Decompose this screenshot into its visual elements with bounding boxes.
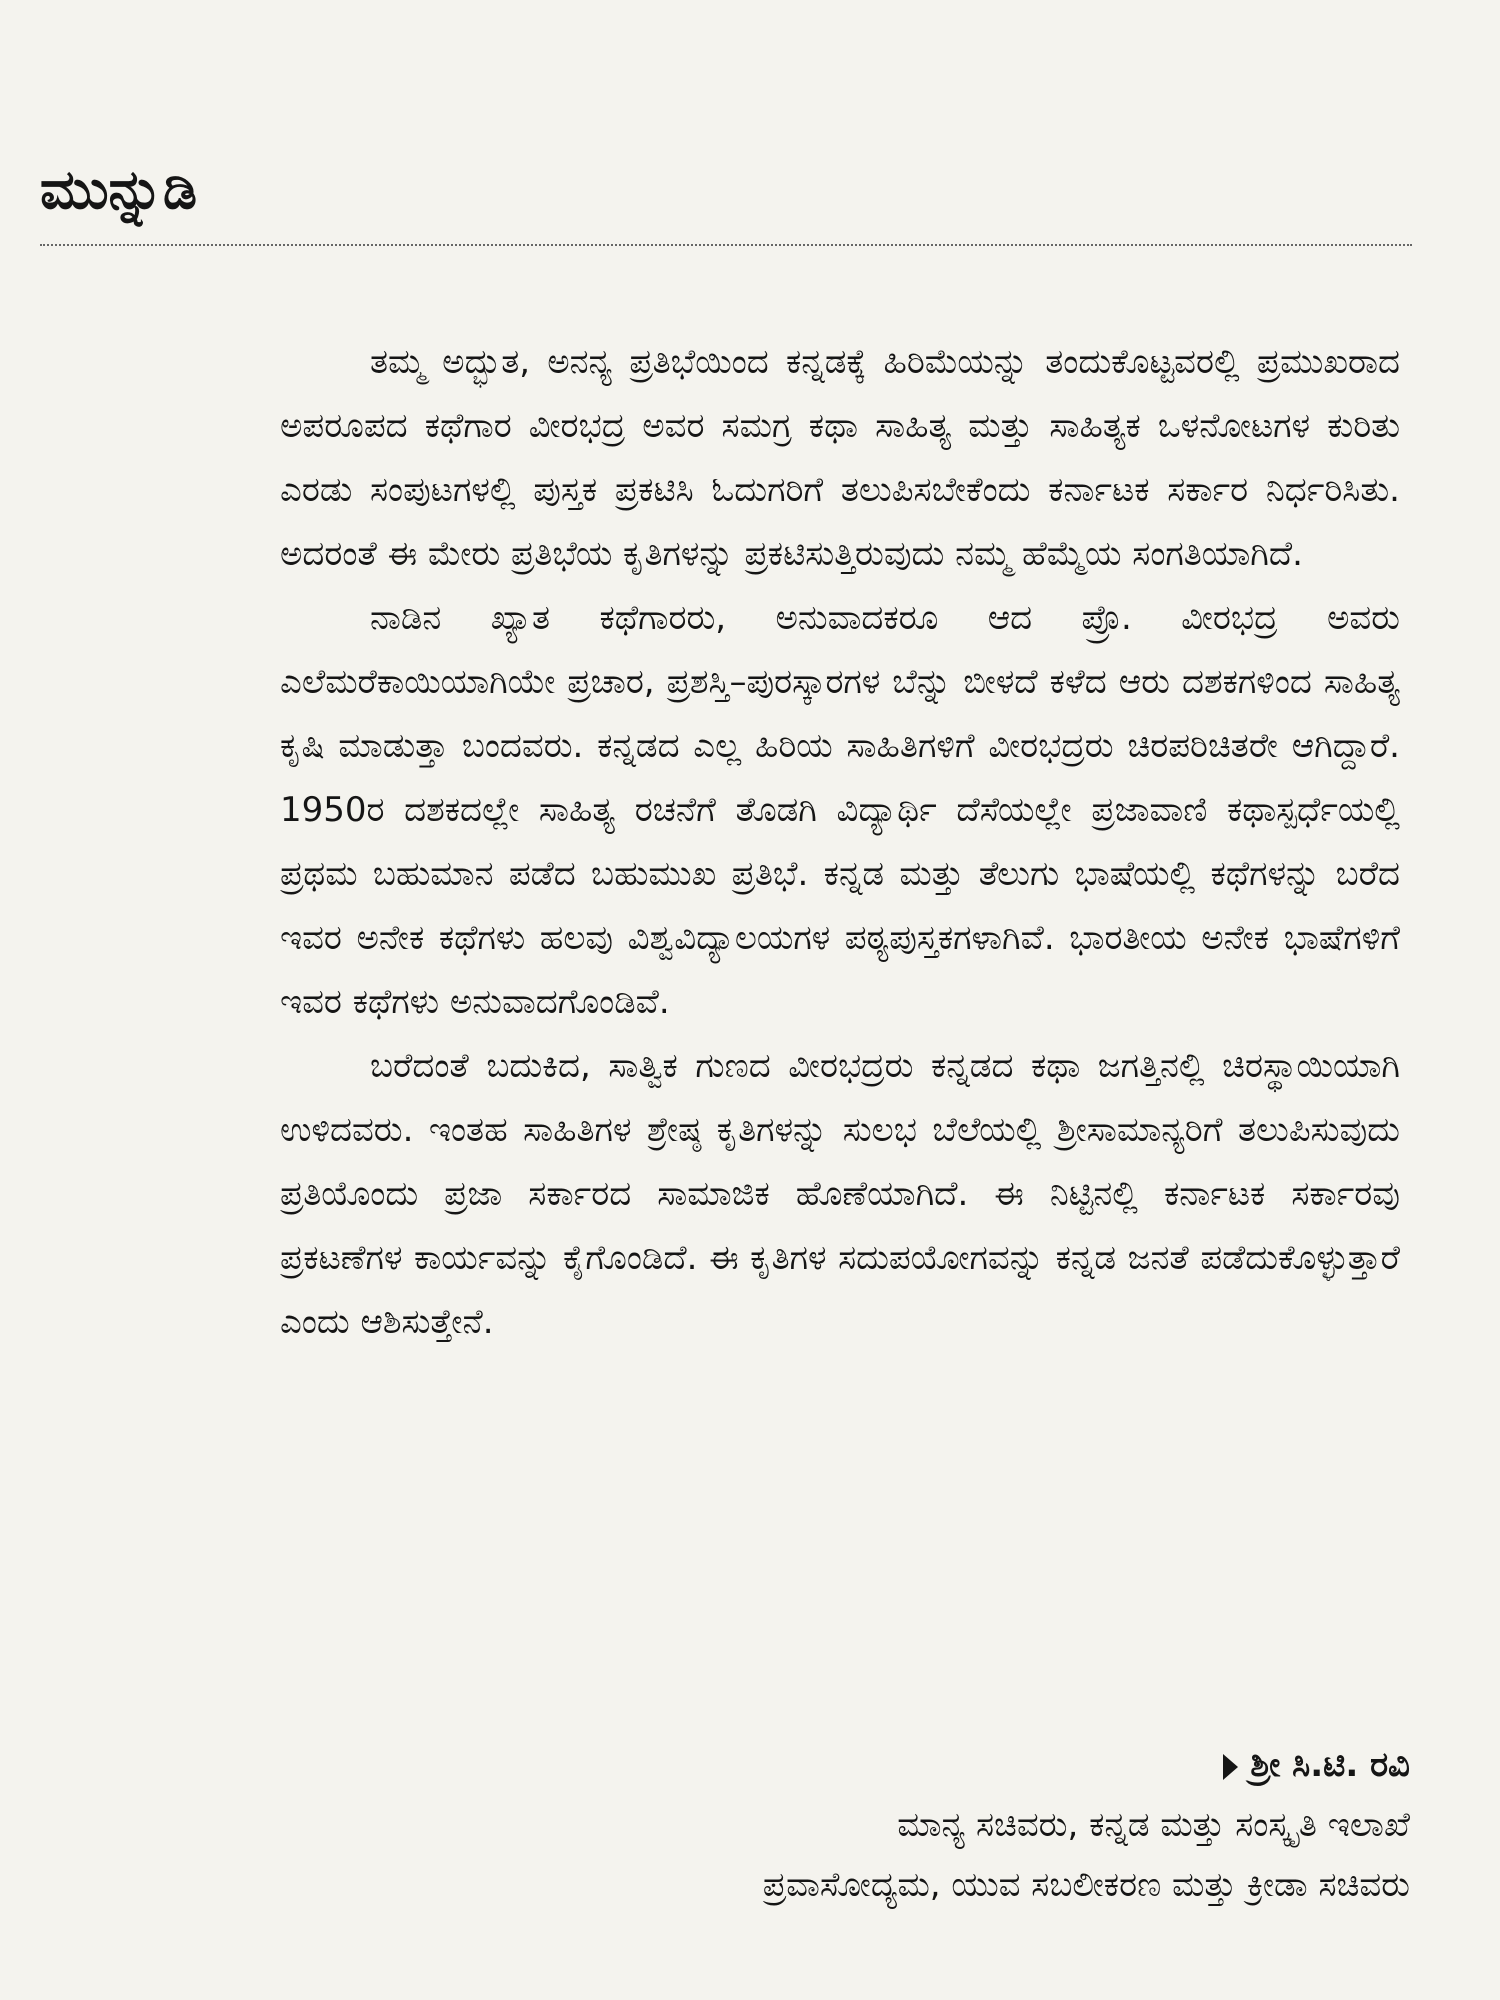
page-title: ಮುನ್ನುಡಿ xyxy=(40,158,198,221)
signatory-name-line xyxy=(510,1735,1410,1795)
paragraph-3: ಬರೆದಂತೆ ಬದುಕಿದ, ಸಾತ್ವಿಕ ಗುಣದ ವೀರಭದ್ರರು ಕನ್ನಡದ ಕಥಾ ಜಗತ್ತಿನಲ್ಲಿ ಚಿರಸ್ಥಾಯಿಯಾಗಿ ಉಳಿದವರು. ಇಂತಹ ಸಾಹಿತಿಗಳ ಶ್ರೇಷ್ಠ ಕೃತಿಗಳನ್ನು ಸುಲಭ ಬೆಲೆಯಲ್ಲಿ ಶ್ರೀಸಾಮಾನ್ಯರಿಗೆ ತಲುಪಿಸುವುದು ಪ್ರತಿಯೊಂದು ಪ್ರಜಾ ಸರ್ಕಾರದ ಸಾಮಾಜಿಕ ಹೊಣೆಯಾಗಿದೆ. ಈ ನಿಟ್ಟಿನಲ್ಲಿ ಕರ್ನಾಟಕ ಸರ್ಕಾರವು ಪ್ರಕಟಣೆಗಳ ಕಾರ್ಯವನ್ನು ಕೈಗೊಂಡಿದೆ. ಈ ಕೃತಿಗಳ ಸದುಪಯೋಗವನ್ನು ಕನ್ನಡ ಜನತೆ ಪಡೆದುಕೊಳ್ಳುತ್ತಾರೆ ಎಂದು ಆಶಿಸುತ್ತೇನೆ. xyxy=(280,1046,1400,1342)
paragraph-1: ತಮ್ಮ ಅದ್ಭುತ, ಅನನ್ಯ ಪ್ರತಿಭೆಯಿಂದ ಕನ್ನಡಕ್ಕೆ ಹಿರಿಮೆಯನ್ನು ತಂದುಕೊಟ್ಟವರಲ್ಲಿ ಪ್ರಮುಖರಾದ ಅಪರೂಪದ ಕಥೆಗಾರ ವೀರಭದ್ರ ಅವರ ಸಮಗ್ರ ಕಥಾ ಸಾಹಿತ್ಯ ಮತ್ತು ಸಾಹಿತ್ಯಕ ಒಳನೋಟಗಳ ಕುರಿತು ಎರಡು ಸಂಪುಟಗಳಲ್ಲಿ ಪುಸ್ತಕ ಪ್ರಕಟಿಸಿ ಓದುಗರಿಗೆ ತಲುಪಿಸಬೇಕೆಂದು ಕರ್ನಾಟಕ ಸರ್ಕಾರ ನಿರ್ಧರಿಸಿತು. ಅದರಂತೆ ಈ ಮೇರು ಪ್ರತಿಭೆಯ ಕೃತಿಗಳನ್ನು ಪ್ರಕಟಿಸುತ್ತಿರುವುದು ನಮ್ಮ ಹೆಮ್ಮೆಯ ಸಂಗತಿಯಾಗಿದೆ. xyxy=(280,342,1401,574)
title-divider xyxy=(40,244,1412,246)
signatory-role-2: ಪ್ರವಾಸೋದ್ಯಮ, ಯುವ ಸಬಲೀಕರಣ ಮತ್ತು ಕ್ರೀಡಾ ಸಚಿವರು xyxy=(762,1865,1410,1905)
foreword-body xyxy=(280,330,1400,1354)
signatory-role-1: ಮಾನ್ಯ ಸಚಿವರು, ಕನ್ನಡ ಮತ್ತು ಸಂಸ್ಕೃತಿ ಇಲಾಖೆ xyxy=(897,1805,1410,1845)
signatory-name: ಶ್ರೀ ಸಿ.ಟಿ. ರವಿ xyxy=(1250,1745,1410,1785)
triangle-right-icon xyxy=(1223,1754,1238,1780)
paragraph-2: ನಾಡಿನ ಖ್ಯಾತ ಕಥೆಗಾರರು, ಅನುವಾದಕರೂ ಆದ ಪ್ರೊ. ವೀರಭದ್ರ ಅವರು ಎಲೆಮರೆಕಾಯಿಯಾಗಿಯೇ ಪ್ರಚಾರ, ಪ್ರಶಸ್ತಿ–ಪುರಸ್ಕಾರಗಳ ಬೆನ್ನು ಬೀಳದೆ ಕಳೆದ ಆರು ದಶಕಗಳಿಂದ ಸಾಹಿತ್ಯ ಕೃಷಿ ಮಾಡುತ್ತಾ ಬಂದವರು. ಕನ್ನಡದ ಎಲ್ಲ ಹಿರಿಯ ಸಾಹಿತಿಗಳಿಗೆ ವೀರಭದ್ರರು ಚಿರಪರಿಚಿತರೇ ಆಗಿದ್ದಾರೆ. 1950ರ ದಶಕದಲ್ಲೇ ಸಾಹಿತ್ಯ ರಚನೆಗೆ ತೊಡಗಿ ವಿದ್ಯಾರ್ಥಿ ದೆಸೆಯಲ್ಲೇ ಪ್ರಜಾವಾಣಿ ಕಥಾಸ್ಪರ್ಧೆಯಲ್ಲಿ ಪ್ರಥಮ ಬಹುಮಾನ ಪಡೆದ ಬಹುಮುಖ ಪ್ರತಿಭೆ. ಕನ್ನಡ ಮತ್ತು ತೆಲುಗು ಭಾಷೆಯಲ್ಲಿ ಕಥೆಗಳನ್ನು ಬರೆದ ಇವರ ಅನೇಕ ಕಥೆಗಳು ಹಲವು ವಿಶ್ವವಿದ್ಯಾಲಯಗಳ ಪಠ್ಯಪುಸ್ತಕಗಳಾಗಿವೆ. ಭಾರತೀಯ ಅನೇಕ ಭಾಷೆಗಳಿಗೆ ಇವರ ಕಥೆಗಳು ಅನುವಾದಗೊಂಡಿವೆ. xyxy=(280,598,1400,1022)
signature-block xyxy=(510,1735,1410,1915)
